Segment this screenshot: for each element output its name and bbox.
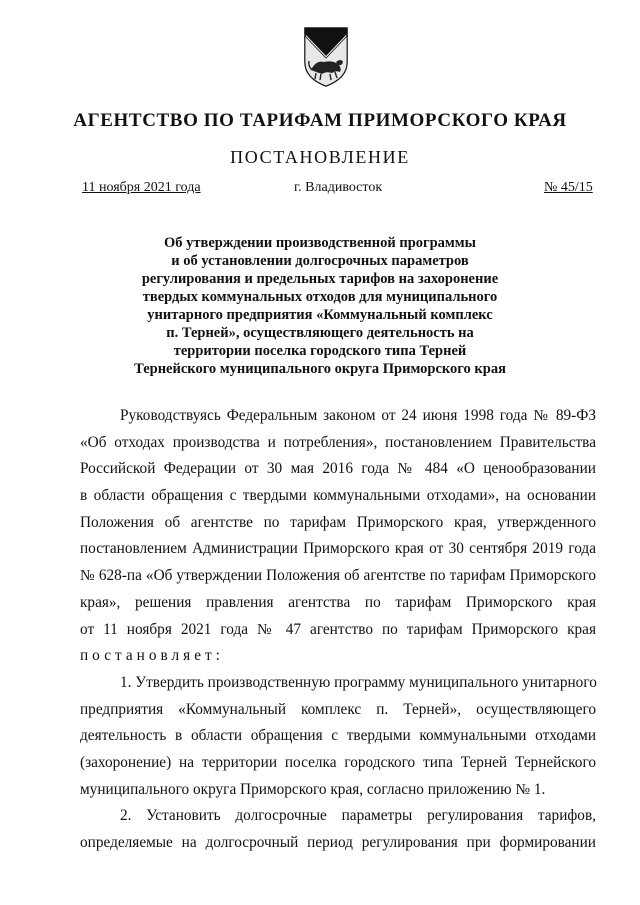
- body-line: Положения об агентстве по тарифам Приморского края, утвержденного: [80, 513, 596, 531]
- title-line: унитарного предприятия «Коммунальный комплекс: [147, 307, 493, 323]
- title-line: территории поселка городского типа Терней: [173, 343, 467, 359]
- title-line: и об установлении долгосрочных параметров: [171, 253, 469, 269]
- body-line: в области обращения с твердыми коммунальными отходами», на основании: [80, 487, 596, 505]
- title-line: Тернейского муниципального округа Приморского края: [134, 361, 506, 377]
- document-body: [80, 403, 596, 857]
- body-line: Руководствуясь Федеральным законом от 24 июня 1998 года № 89-ФЗ: [120, 407, 596, 424]
- document-type: ПОСТАНОВЛЕНИЕ: [230, 147, 410, 167]
- document-number: № 45/15: [544, 180, 593, 195]
- body-line: Российской Федерации от 30 мая 2016 года № 484 «О ценообразовании: [80, 460, 596, 478]
- coat-of-arms-icon: [302, 26, 350, 88]
- title-line: Об утверждении производственной программы: [164, 235, 476, 251]
- body-line: муниципального округа Приморского края, согласно приложению № 1.: [80, 780, 546, 798]
- document-title: [100, 234, 540, 378]
- document-city: г. Владивосток: [294, 180, 383, 195]
- body-line: края», решения правления агентства по тарифам Приморского края: [80, 593, 596, 611]
- body-line: постановлением Администрации Приморского края от 30 сентября 2019 года: [80, 540, 596, 558]
- body-line: «Об отходах производства и потребления», постановлением Правительства: [80, 433, 596, 451]
- body-line: деятельность в области обращения с твердыми коммунальными отходами: [80, 727, 596, 745]
- body-line: 2. Установить долгосрочные параметры регулирования тарифов,: [120, 807, 596, 825]
- title-line: регулирования и предельных тарифов на захоронение: [141, 271, 499, 287]
- document-date: 11 ноября 2021 года: [82, 180, 201, 195]
- body-line: (захоронение) на территории поселка городского типа Терней Тернейского: [80, 753, 596, 771]
- title-line: п. Терней», осуществляющего деятельность на: [166, 325, 474, 341]
- body-line: от 11 ноября 2021 года № 47 агентство по тарифам Приморского края: [80, 620, 596, 638]
- body-line: постановляет:: [80, 647, 224, 665]
- body-line: № 628-па «Об утверждении Положения об агентстве по тарифам Приморского: [80, 567, 596, 585]
- agency-name: АГЕНТСТВО ПО ТАРИФАМ ПРИМОРСКОГО КРАЯ: [73, 110, 567, 131]
- body-line: предприятия «Коммунальный комплекс п. Терней», осуществляющего: [80, 700, 596, 718]
- title-line: твердых коммунальных отходов для муниципального: [142, 289, 498, 305]
- body-line: 1. Утвердить производственную программу муниципального унитарного: [120, 673, 597, 691]
- body-line: определяемые на долгосрочный период регулирования при формировании: [80, 834, 596, 851]
